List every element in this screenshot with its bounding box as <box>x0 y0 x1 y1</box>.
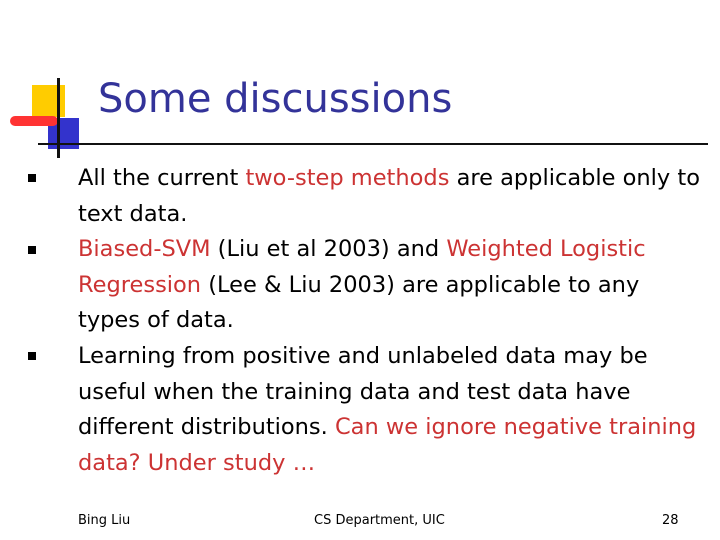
bullet-highlight-text: Biased-SVM <box>78 236 211 262</box>
bullet-item-3 <box>78 339 708 481</box>
bullet-text: (Lee & Liu 2003) are applicable to any types of data. <box>78 271 640 333</box>
bullet-marker <box>28 352 36 360</box>
decor-red-bar <box>10 116 58 126</box>
bullet-marker <box>28 246 36 254</box>
bullet-text: (Liu et al 2003) and <box>210 236 447 262</box>
bullet-marker <box>28 174 36 182</box>
bullet-text: All the current <box>78 165 246 191</box>
footer-page-number: 28 <box>662 513 679 528</box>
bullet-item-2 <box>78 232 708 339</box>
bullet-item-1 <box>78 161 708 232</box>
bullet-highlight-text: Can we ignore negative training data? Under study … <box>78 414 697 476</box>
decor-yellow-square <box>32 85 65 117</box>
footer-author: Bing Liu <box>78 513 131 528</box>
bullet-text: Learning from positive and unlabeled data may be useful when the training data and test data have different distributions. <box>78 343 648 440</box>
bullet-highlight-text: Weighted Logistic Regression <box>78 236 646 298</box>
decor-vertical-line <box>57 78 60 158</box>
bullet-text: are applicable only to text data. <box>78 165 700 227</box>
bullet-highlight-text: two-step methods <box>245 165 450 191</box>
slide-title: Some discussions <box>98 76 453 122</box>
footer-department: CS Department, UIC <box>314 513 445 528</box>
title-underline <box>38 143 708 145</box>
